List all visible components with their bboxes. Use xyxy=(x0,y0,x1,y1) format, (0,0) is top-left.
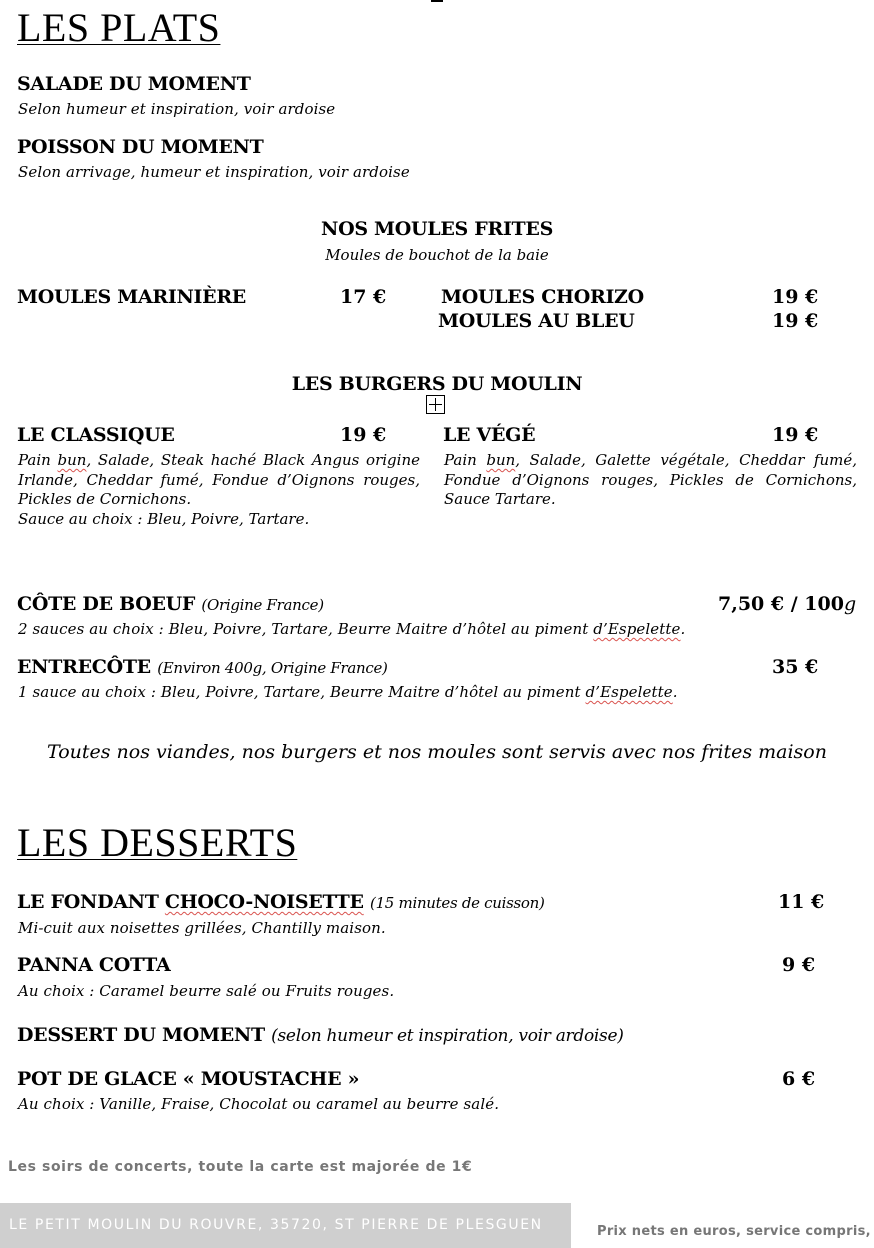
item-desc-vege: Pain bun, Salade, Galette végétale, Cheddar fumé, Fondue d’Oignons rouges, Pickles de Cornichons, Sauce Tartare. xyxy=(444,451,857,508)
item-name-salade: SALADE DU MOMENT xyxy=(17,73,251,95)
item-name-panna-cotta: PANNA COTTA xyxy=(17,954,171,976)
item-desc-salade: Selon humeur et inspiration, voir ardoise xyxy=(18,100,336,118)
item-note-fondant: (15 minutes de cuisson) xyxy=(370,894,545,912)
frites-note: Toutes nos viandes, nos burgers et nos moules sont servis avec nos frites maison xyxy=(47,741,827,763)
item-name-dessert-moment: DESSERT DU MOMENT (selon humeur et inspiration, voir ardoise) xyxy=(17,1024,624,1046)
table-move-handle-icon[interactable] xyxy=(426,395,445,414)
item-name-moules-chorizo: MOULES CHORIZO xyxy=(441,286,644,308)
item-name-entrecote: ENTRECÔTE (Environ 400g, Origine France) xyxy=(17,656,388,678)
item-name-moules-mariniere: MOULES MARINIÈRE xyxy=(17,286,246,308)
moules-heading: NOS MOULES FRITES xyxy=(321,218,553,240)
item-desc-poisson: Selon arrivage, humeur et inspiration, voir ardoise xyxy=(18,163,410,181)
price-moules-mariniere: 17 € xyxy=(340,286,387,308)
price-entrecote: 35 € xyxy=(772,656,819,678)
item-name-moules-bleu: MOULES AU BLEU xyxy=(438,310,635,332)
item-name-vege: LE VÉGÉ xyxy=(443,424,536,446)
price-moules-chorizo: 19 € xyxy=(772,286,819,308)
item-name-poisson: POISSON DU MOMENT xyxy=(17,136,264,158)
price-vege: 19 € xyxy=(772,424,819,446)
item-name-cote-boeuf: CÔTE DE BOEUF (Origine France) xyxy=(17,593,324,615)
item-name-classique: LE CLASSIQUE xyxy=(17,424,175,446)
price-moules-bleu: 19 € xyxy=(772,310,819,332)
footer-prices-note: Prix nets en euros, service compris, xyxy=(597,1224,871,1239)
price-panna-cotta: 9 € xyxy=(782,954,816,976)
footer-address-bar xyxy=(0,1203,571,1248)
item-note-cote-boeuf: (Origine France) xyxy=(201,596,324,614)
item-note-dessert-moment: (selon humeur et inspiration, voir ardoise) xyxy=(271,1026,624,1046)
concert-note: Les soirs de concerts, toute la carte est majorée de 1€ xyxy=(8,1159,473,1175)
item-name-fondant: LE FONDANT CHOCO-NOISETTE (15 minutes de cuisson) xyxy=(17,891,545,913)
footer-address: LE PETIT MOULIN DU ROUVRE, 35720, ST PIERRE DE PLESGUEN xyxy=(9,1217,543,1233)
section-title-plats: LES PLATS xyxy=(17,5,221,50)
item-sauce-classique: Sauce au choix : Bleu, Poivre, Tartare. xyxy=(18,509,310,528)
item-name-pot-glace: POT DE GLACE « MOUSTACHE » xyxy=(17,1068,360,1090)
price-classique: 19 € xyxy=(340,424,387,446)
price-pot-glace: 6 € xyxy=(782,1068,816,1090)
item-desc-panna-cotta: Au choix : Caramel beurre salé ou Fruits rouges. xyxy=(18,982,395,1000)
item-desc-cote-boeuf: 2 sauces au choix : Bleu, Poivre, Tartare, Beurre Maitre d’hôtel au piment d’Espelette. xyxy=(18,620,686,638)
burgers-heading: LES BURGERS DU MOULIN xyxy=(291,373,583,395)
moules-subheading: Moules de bouchot de la baie xyxy=(325,246,549,264)
item-desc-pot-glace: Au choix : Vanille, Fraise, Chocolat ou caramel au beurre salé. xyxy=(18,1095,500,1113)
item-desc-entrecote: 1 sauce au choix : Bleu, Poivre, Tartare, Beurre Maitre d’hôtel au piment d’Espelette. xyxy=(18,683,678,701)
item-desc-fondant: Mi-cuit aux noisettes grillées, Chantilly maison. xyxy=(18,919,386,937)
price-cote-boeuf: 7,50 € / 100g xyxy=(718,593,857,615)
price-fondant: 11 € xyxy=(778,891,825,913)
item-desc-classique: Pain bun, Salade, Steak haché Black Angus origine Irlande, Cheddar fumé, Fondue d’Oignons rouges, Pickles de Cornichons. Sauce au choix : Bleu, Poivre, Tartare. xyxy=(18,451,420,528)
item-note-entrecote: (Environ 400g, Origine France) xyxy=(157,659,388,677)
text-cursor-mark xyxy=(431,0,443,2)
section-title-desserts: LES DESSERTS xyxy=(17,820,298,865)
